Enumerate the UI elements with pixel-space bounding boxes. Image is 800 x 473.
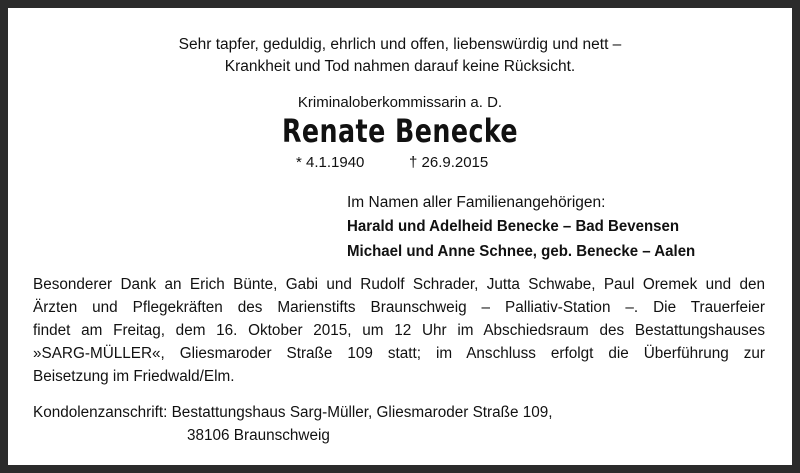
- motto-line-1: Sehr tapfer, geduldig, ehrlich und offen, liebenswürdig und nett –: [178, 36, 622, 53]
- thanks-line: »SARG-MÜLLER«, Gliesmaroder Straße 109 statt; im Anschluss erfolgt die Überführung zur: [33, 345, 765, 362]
- thanks-line: Besonderer Dank an Erich Bünte, Gabi und Rudolf Schrader, Jutta Schwabe, Paul Oremek und den: [33, 276, 765, 293]
- deceased-name: Renate Benecke: [281, 112, 519, 150]
- birth-date: * 4.1.1940: [296, 154, 365, 171]
- condolence-city: 38106 Braunschweig: [187, 427, 330, 444]
- motto-line-2: Krankheit und Tod nahmen darauf keine Rücksicht.: [224, 58, 576, 75]
- family-intro: Im Namen aller Familienangehörigen:: [347, 194, 606, 211]
- deceased-title: Kriminaloberkommissarin a. D.: [297, 94, 503, 111]
- death-date: † 26.9.2015: [409, 154, 489, 171]
- thanks-line: findet am Freitag, dem 16. Oktober 2015, um 12 Uhr im Abschiedsraum des Bestattungshauses: [33, 322, 765, 339]
- family-member: Harald und Adelheid Benecke – Bad Bevensen: [347, 218, 680, 235]
- thanks-line: Beisetzung im Friedwald/Elm.: [33, 368, 235, 385]
- condolence-address: Kondolenzanschrift: Bestattungshaus Sarg-Müller, Gliesmaroder Straße 109,: [33, 404, 553, 421]
- family-member: Michael und Anne Schnee, geb. Benecke – Aalen: [347, 243, 696, 260]
- thanks-paragraph: [33, 273, 765, 388]
- thanks-line: Ärzten und Pflegekräften des Marienstifts Braunschweig – Palliativ-Station –. Die Trauerfeier: [33, 299, 765, 316]
